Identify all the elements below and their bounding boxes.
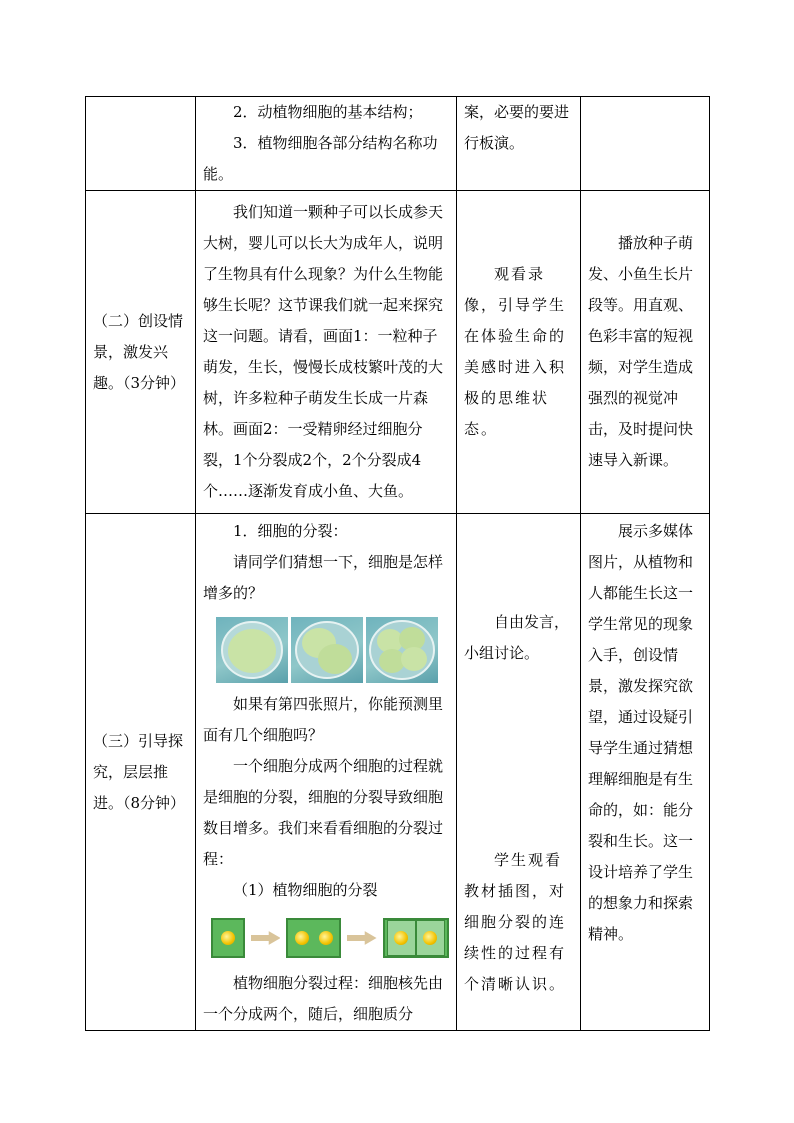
table-row — [86, 97, 710, 191]
photo-four-cells — [366, 617, 438, 683]
arrow-right-icon — [347, 931, 377, 945]
nucleus-icon — [319, 931, 333, 945]
content-cell — [196, 514, 457, 1031]
content-paragraph: 我们知道一颗种子可以长成参天大树，婴儿可以长大为成年人，说明了生物具有什么现象？为什么生物能够生长呢？这节课我们就一起来探究这一问题。请看，画面1：一粒种子萌发，生长，慢慢长成枝繁叶茂的大树，许多粒种子萌发生长成一片森林。画面2：一受精卵经过细胞分裂，1个分裂成2个，2个分裂成4个……逐渐发育成小鱼、大鱼。 — [203, 203, 444, 500]
intent-cell — [581, 97, 710, 191]
stage-cell — [86, 514, 196, 1031]
nucleus-icon — [394, 931, 408, 945]
cell-division-photos — [216, 617, 449, 683]
plant-cell-division-diagram — [211, 918, 449, 958]
cell-stage-2 — [286, 918, 341, 958]
content-cell — [196, 97, 457, 191]
stage-text: （二）创设情景，激发兴趣。（3分钟） — [93, 311, 186, 392]
content-line: 3．植物细胞各部分结构名称功能。 — [203, 134, 438, 183]
student-text: 学生观看教材插图，对细胞分裂的连续性的过程有个清晰认识。 — [464, 851, 567, 993]
content-paragraph: 请同学们猜想一下，细胞是怎样增多的？ — [203, 553, 444, 602]
nucleus-icon — [221, 931, 235, 945]
lesson-plan-table — [85, 96, 710, 1031]
student-cell — [457, 97, 581, 191]
student-text: 自由发言，小组讨论。 — [464, 613, 570, 662]
table-row — [86, 514, 710, 1031]
content-cell — [196, 191, 457, 514]
daughter-cell — [387, 920, 416, 956]
content-paragraph: 植物细胞分裂过程：细胞核先由一个分成两个，随后，细胞质分 — [203, 974, 444, 1023]
subheading: （1）植物细胞的分裂 — [233, 881, 378, 899]
arrow-right-icon — [251, 931, 281, 945]
cell-stage-1 — [211, 918, 245, 958]
stage-cell — [86, 191, 196, 514]
intent-cell — [581, 191, 710, 514]
table-row — [86, 191, 710, 514]
photo-two-cells — [291, 617, 363, 683]
intent-text: 播放种子萌发、小鱼生长片段等。用直观、色彩丰富的短视频，对学生造成强烈的视觉冲击，及时提问快速导入新课。 — [588, 234, 694, 469]
photo-one-cell — [216, 617, 288, 683]
content-paragraph: 一个细胞分成两个细胞的过程就是细胞的分裂，细胞的分裂导致细胞数目增多。我们来看看细胞的分裂过程： — [203, 757, 444, 868]
intent-cell — [581, 514, 710, 1031]
content-paragraph: 如果有第四张照片，你能预测里面有几个细胞吗？ — [203, 695, 444, 744]
student-text: 案，必要的要进行板演。 — [464, 103, 570, 152]
nucleus-icon — [295, 931, 309, 945]
cell-stage-3 — [383, 918, 449, 958]
student-text: 观看录像，引导学生在体验生命的美感时进入积极的思维状态。 — [464, 265, 567, 438]
stage-cell — [86, 97, 196, 191]
content-line: 2．动植物细胞的基本结构； — [233, 103, 423, 121]
student-cell — [457, 191, 581, 514]
section-heading: 1．细胞的分裂： — [233, 522, 348, 540]
nucleus-icon — [423, 931, 437, 945]
stage-text: （三）引导探究，层层推进。（8分钟） — [93, 731, 186, 812]
intent-text: 展示多媒体图片，从植物和人都能生长这一学生常见的现象入手，创设情景，激发探究欲望，通过设疑引导学生通过猜想理解细胞是有生命的，如：能分裂和生长。这一设计培养了学生的想象力和探索精神。 — [588, 522, 694, 943]
student-cell — [457, 514, 581, 1031]
daughter-cell — [416, 920, 445, 956]
